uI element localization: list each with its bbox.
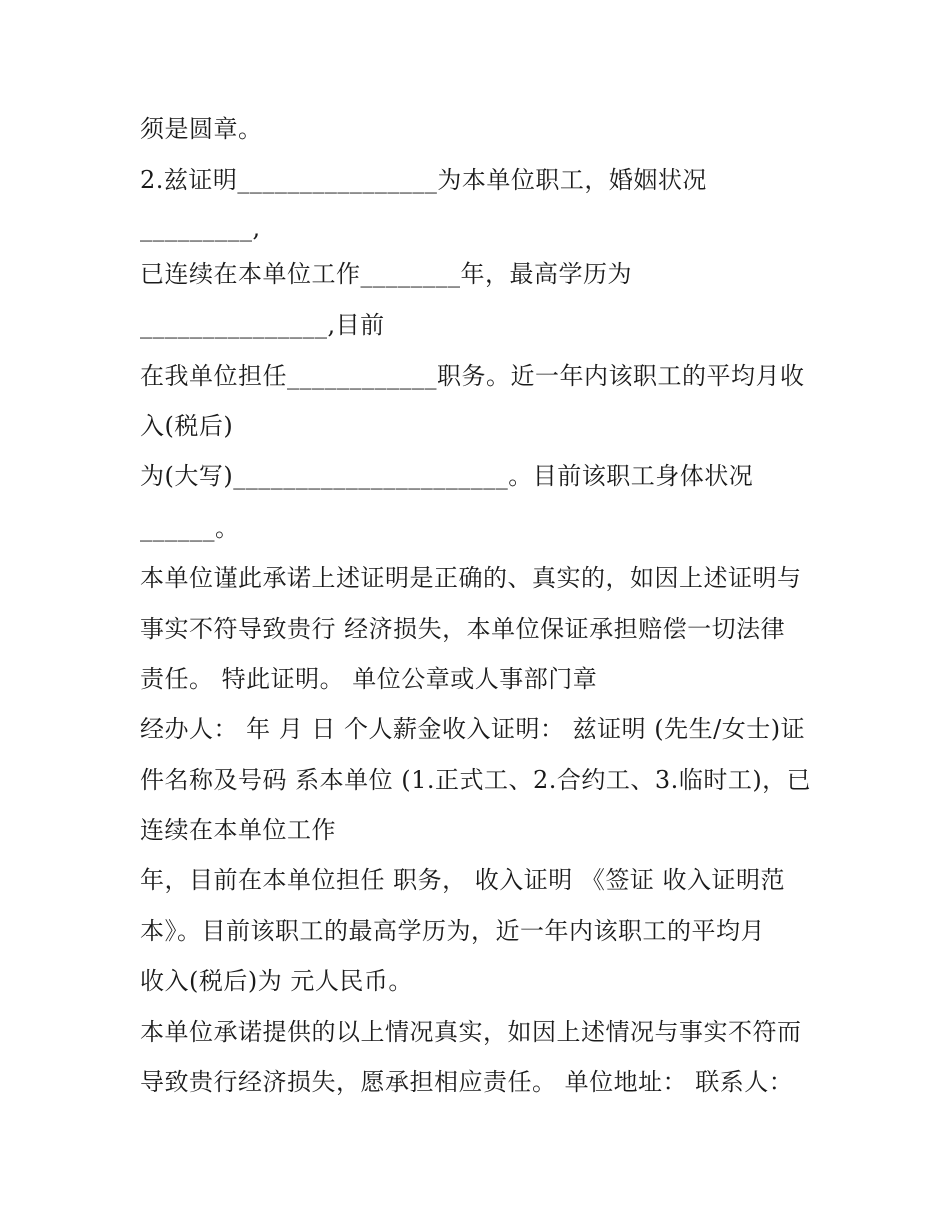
text-line: 本单位承诺提供的以上情况真实，如因上述情况与事实不符而 [140, 1018, 802, 1046]
text-line: _________, [140, 214, 261, 242]
text-line: _______________,目前 [140, 311, 385, 339]
text-line: 本单位谨此承诺上述证明是正确的、真实的，如因上述证明与 [140, 564, 802, 592]
text-line: 导致贵行经济损失，愿承担相应责任。 单位地址： 联系人： [140, 1068, 794, 1096]
text-line: 2.兹证明________________为本单位职工，婚姻状况 [140, 166, 707, 194]
text-line: 件名称及号码 系本单位 (1.正式工、2.合约工、3.临时工)，已 [140, 766, 812, 794]
text-line: 连续在本单位工作 [140, 816, 336, 844]
text-line: 收入(税后)为 元人民币。 [140, 967, 413, 995]
text-line: 责任。 特此证明。 单位公章或人事部门章 [140, 665, 598, 693]
text-line: 年，目前在本单位担任 职务， 收入证明 《签证 收入证明范 [140, 866, 786, 894]
text-line: 在我单位担任____________职务。近一年内该职工的平均月收 [140, 362, 805, 390]
text-line: 经办人： 年 月 日 个人薪金收入证明： 兹证明 (先生/女士)证 [140, 715, 806, 743]
text-line: 事实不符导致贵行 经济损失，本单位保证承担赔偿一切法律 [140, 615, 786, 643]
text-line: 本》。目前该职工的最高学历为，近一年内该职工的平均月 [140, 917, 765, 945]
text-line: 须是圆章。 [140, 115, 263, 143]
text-line: 入(税后) [140, 412, 234, 440]
text-line: 为(大写)______________________。目前该职工身体状况 [140, 462, 754, 490]
text-line: ______。 [140, 514, 240, 542]
text-line: 已连续在本单位工作________年，最高学历为 [140, 260, 632, 288]
